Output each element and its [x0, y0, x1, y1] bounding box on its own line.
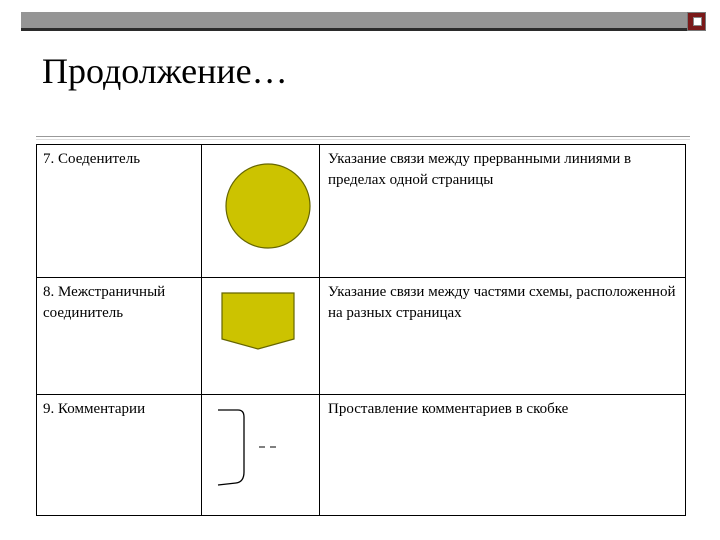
connector-circle-icon [202, 145, 320, 278]
symbol-name-cell: 9. Комментарии [37, 395, 202, 516]
corner-square-icon [687, 12, 706, 31]
symbol-description-cell: Указание связи между частями схемы, расположенной на разных страницах [320, 278, 686, 395]
offpage-connector-pentagon-icon [202, 278, 320, 395]
table-row [37, 395, 686, 516]
table-row [37, 145, 686, 278]
symbol-description-cell: Указание связи между прерванными линиями в пределах одной страницы [320, 145, 686, 278]
symbol-shape-cell [202, 278, 320, 395]
symbol-shape-cell [202, 395, 320, 516]
top-decorative-bar [21, 12, 688, 31]
symbol-name-cell: 7. Соеденитель [37, 145, 202, 278]
corner-square-inner [693, 17, 702, 26]
title-divider-secondary [36, 139, 690, 140]
table-row [37, 278, 686, 395]
comment-bracket-icon [202, 395, 320, 516]
flowchart-symbols-table [36, 144, 686, 516]
title-divider [36, 136, 690, 137]
slide-title: Продолжение… [42, 51, 288, 91]
symbol-name-cell: 8. Межстраничный соединитель [37, 278, 202, 395]
symbol-description-cell: Проставление комментариев в скобке [320, 395, 686, 516]
symbol-shape-cell [202, 145, 320, 278]
